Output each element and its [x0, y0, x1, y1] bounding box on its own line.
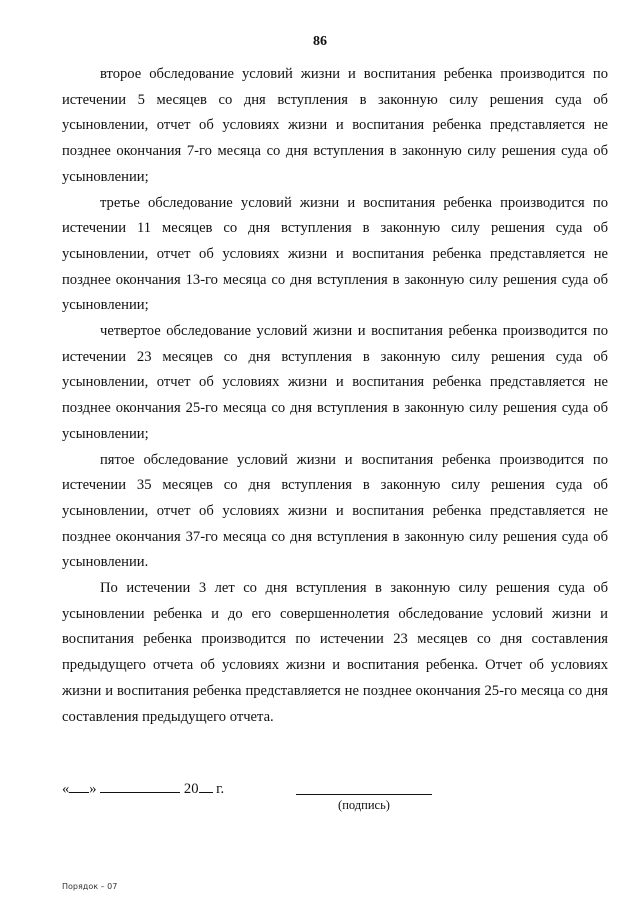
footer-label: Порядок – 07	[62, 882, 118, 891]
page-number: 86	[313, 34, 327, 49]
quote-open: «	[62, 781, 70, 797]
paragraph-fifth-inspection: пятое обследование условий жизни и воспитания ребенка производится по истечении 35 месяцев со дня вступления в законную силу решения суда об усыновлении, отчет об условиях жизни и воспитания ребенка представляется не позднее окончания 37-го месяца со дня вступления в законную силу решения суда об усыновлении.	[62, 451, 608, 571]
signature-caption: (подпись)	[338, 798, 390, 812]
paragraph-second-inspection: второе обследование условий жизни и воспитания ребенка производится по истечении 5 месяцев со дня вступления в законную силу решения суда об усыновлении, отчет об условиях жизни и воспитания ребенка представляется не позднее окончания 7-го месяца со дня вступления в законную силу решения суда об усыновлении;	[62, 66, 608, 185]
month-blank	[100, 778, 180, 793]
document-body	[62, 62, 608, 730]
date-field	[62, 778, 224, 798]
paragraph-fourth-inspection: четвертое обследование условий жизни и воспитания ребенка производится по истечении 23 месяцев со дня вступления в законную силу решения суда об усыновлении, отчет об условиях жизни и воспитания ребенка представляется не позднее окончания 25-го месяца со дня вступления в законную силу решения суда об усыновлении;	[62, 323, 608, 442]
day-blank	[69, 778, 89, 793]
year-blank	[199, 778, 213, 793]
quote-close: »	[89, 781, 97, 797]
paragraph-third-inspection: третье обследование условий жизни и воспитания ребенка производится по истечении 11 месяцев со дня вступления в законную силу решения суда об усыновлении, отчет об условиях жизни и воспитания ребенка представляется не позднее окончания 13-го месяца со дня вступления в законную силу решения суда об усыновлении;	[62, 194, 608, 314]
signature-block	[62, 778, 608, 818]
year-suffix: г.	[216, 781, 225, 797]
signature-line	[296, 794, 432, 795]
paragraph-after-three-years: По истечении 3 лет со дня вступления в законную силу решения суда об усыновлении ребенка и до его совершеннолетия обследование условий жизни и воспитания ребенка производится по истечении 23 месяцев со дня составления предыдущего отчета об условиях жизни и воспитания ребенка. Отчет об условиях жизни и воспитания ребенка представляется не позднее окончания 25-го месяца со дня составления предыдущего отчета.	[62, 580, 608, 725]
year-prefix: 20	[183, 781, 199, 797]
